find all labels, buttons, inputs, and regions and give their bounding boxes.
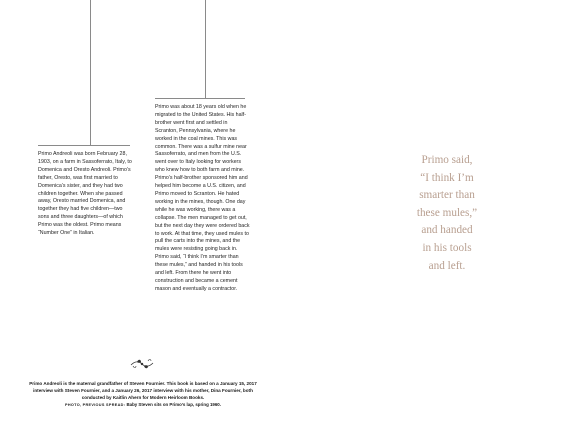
body-column-left [38,151,132,238]
timeline-rule-left-vertical [90,0,91,145]
body-text-left: Primo Andreoli was born February 28, 1903, on a farm in Sassoferrato, Italy, to Domenica and Oresto Andreoli. Primo’s father, Oresto, was first married to Domenica’s sister, and they had two children together. When she passed away, Oresto married Domenica, and together they had five children—two sons and three daughters—of which Primo was the oldest. Primo means “Number One” in Italian. [38,151,132,237]
pull-quote: Primo said, “I think I’m smarter than these mules,” and handed in his tools and left. [416,154,478,272]
floral-ornament-icon [129,357,155,371]
body-text-right: Primo was about 18 years old when he migrated to the United States. His half-brother went first and settled in Scranton, Pennsylvania, where he worked in the coal mines. This was common. There was a sulfur mine near Sassoferrato, and men from the U.S. went over to Italy looking for workers who knew how to both farm and mine. Primo’s half-brother sponsored him and helped him become a U.S. citizen, and Primo moved to Scranton. He hated working in the mines, though. One day while he was working, there was a collapse. The men managed to get out, but the next day they were ordered back to work. At that time, they used mules to pull the carts into the mines, and the mules were resisting going back in. Primo said, “I think I’m smarter than these mules,” and handed in his tools and left. From there he went into construction and became a cement mason and eventually a contractor. [155,104,250,292]
timeline-rule-right-vertical [205,0,206,98]
body-column-right [155,104,250,294]
book-caption: Primo Andreoli is the maternal grandfather of Steven Fournier. This book is based on a January 15, 2017 interview with Steven Fournier, and a January 26, 2017 interview with his mother, Dina Fournier, both conducted by Kaitlin Ahern for Modern Heirloom Books. [29,381,257,400]
photo-credit [22,402,264,408]
timeline-rule-left-horizontal [38,145,130,146]
photo-credit-text: Baby Steven sits on Primo’s lap, spring 1960. [125,402,221,407]
timeline-rule-right-horizontal [155,98,245,99]
photo-credit-lead: PHOTO, PREVIOUS SPREAD: [65,403,126,407]
